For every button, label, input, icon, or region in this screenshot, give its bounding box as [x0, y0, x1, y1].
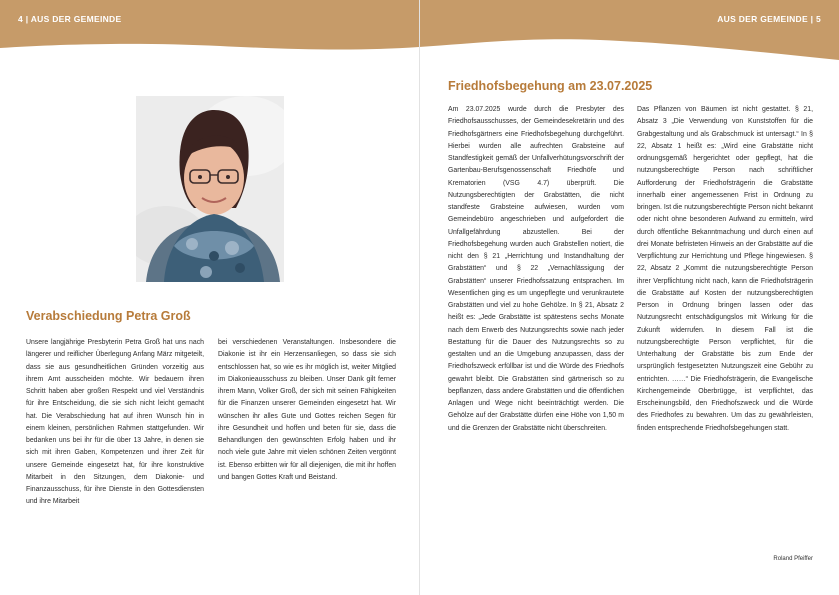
farewell-article-column-2: bei verschiedenen Veranstaltungen. Insbesondere die Diakonie ist ihr ein Herzensanliegen, so dass sie sich entschlossen hat, so wie es ihr möglich ist, weiter Mitglied im Diakonieausschuss zu bleiben. Unser Dank gilt ferner ihrem Mann, Volker Groß, der sich mit seinen Fähigkeiten für die Finanzen unserer Gemeinden eingesetzt hat. Wir wünschen ihr alles Gute und Gottes reichen Segen für ihre Gesundheit und hoffen und beten für sie, dass die Behandlungen den gewünschten Erfolg haben und ihr noch viele gute Jahre mit vielen schönen Zeiten vergönnt ist. Ebenso erbitten wir für all diejenigen, die mit ihr hoffen und bangen Gottes Kraft und Beistand.: [218, 339, 396, 481]
farewell-article-column-1: Unsere langjährige Presbyterin Petra Groß hat uns nach längerer und reiflicher Überlegung Anfang März mitgeteilt, dass sie aus gesundheitlichen Gründen vorzeitig aus ihrem Amt ausscheiden möchte. Wir bedauern ihren Schritt haben aber großen Respekt und viel Verständnis für ihre Entscheidung, die sie sich nicht leicht gemacht hat. Die Verabschiedung hat auf ihren Wunsch hin in einem kleinen, persönlichen Rahmen stattgefunden. Wir bedanken uns bei ihr für die über 13 Jahre, in denen sie sich mit ihren Gaben, Kompetenzen und ihrer Zeit für unsere Gemeinde eingesetzt hat, für ihre konstruktive Mitarbeit in den Sitzungen, dem Diakonie- und Finanzausschuss, für ihre Dienste in den Gottesdiensten und ihre Mitarbeit: [26, 339, 204, 506]
portrait-photo: [136, 96, 284, 282]
farewell-article-title: Verabschiedung Petra Groß: [26, 309, 191, 323]
cemetery-article-column-1: Am 23.07.2025 wurde durch die Presbyter des Friedhofsausschusses, der Gemeindesekretärin und des Friedhofsgärtners eine Friedhofsbegehung durchgeführt. Hierbei wurden alle aufrechten Grabsteine auf Standfestigkeit gemäß der Unfallverhütungsvorschrift der Gartenbau-Berufsgenossenschaft Friedhöfe und Krematorien (VSG 4.7) überprüft. Die Nutzungsberechtigten der Grabstätten, die nicht standfeste Grabsteine aufwiesen, wurden vom Gemeindebüro angeschrieben und aufgefordert die Unfallgefährdung abzustellen. Bei der Friedhofsbegehung wurden auch Grabstellen notiert, die nicht den § 21 „Herrichtung und Instandhaltung der Grabstätten“ und § 22 „Vernachlässigung der Grabstätten“ unserer Friedhofssatzung entsprachen. Im Wesentlichen ging es um ungepflegte und verunkrautete Grabstätten und viel zu hohe Gehölze. In § 21, Absatz 2 heißt es: „Jede Grabstätte ist spätestens sechs Monate nach dem Erwerb des Nutzungsrechts sowie nach jeder Bestattung für die Dauer des Nutzungsrechts so zu gestalten und an die Umgebung anzupassen, dass der Friedhofszweck erfüllbar ist und die Würde des Friedhofs gewahrt bleibt. Die Grabstätten sind gärtnerisch so zu bepflanzen, dass andere Grabstätten und die öffentlichen Anlagen und Wege nicht beeinträchtigt werden. Die Gehölze auf der Grabstätte dürfen eine Höhe von 1,50 m und die Grenzen der Grabstätte nicht überschreiten.: [448, 106, 624, 432]
article-author: Roland Pfeiffer: [773, 556, 813, 562]
portrait-illustration: [136, 96, 284, 282]
header-left-label: 4 | AUS DER GEMEINDE: [18, 14, 122, 24]
cemetery-article-column-2: Das Pflanzen von Bäumen ist nicht gestattet. § 21, Absatz 3 „Die Verwendung von Kunststoffen für die Grabgestaltung und als Grabschmuck ist untersagt.“ In § 22, Absatz 1 heißt es: „Wird eine Grabstätte nicht ordnungsgemäß hergerichtet oder gepflegt, hat die nutzungsberechtigte Person nach schriftlicher Aufforderung der Friedhofsträgerin die Grabstätte innerhalb einer angemessenen Frist in Ordnung zu bringen. Ist die nutzungsberechtigte Person nicht bekannt oder nicht ohne besonderen Aufwand zu ermitteln, wird durch öffentliche Bekanntmachung und durch einen auf drei Monate befristeten Hinweis an der Grabstätte auf die Verpflichtung zur Herrichtung und Pflege hingewiesen. § 22, Absatz 2 „Kommt die nutzungsberechtigte Person ihrer Verpflichtung nicht nach, kann die Friedhofsträgerin die Grabstätte auf Kosten der nutzungsberechtigten Person in Ordnung bringen lassen oder das Nutzungsrecht entschädigungslos mit Wirkung für die Zukunft widerrufen. In diesem Fall ist die nutzungsberechtigte Person verpflichtet, für die Unterhaltung der Grabstätte bis zum Ende der ursprünglich festgesetzten Nutzungszeit eine Gebühr zu entrichten. ……“ Die Friedhofsträgerin, die Evangelische Kirchengemeinde Oberbrügge, ist verpflichtet, das Erscheinungsbild, den Friedhofszweck und die Würde des Friedhofes zu bewahren. Um das zu gewährleisten, finden entsprechende Friedhofsbegehungen statt.: [637, 106, 813, 432]
cemetery-article-title: Friedhofsbegehung am 23.07.2025: [448, 79, 653, 93]
page-gutter: [419, 0, 420, 595]
header-right-label: AUS DER GEMEINDE | 5: [717, 14, 821, 24]
